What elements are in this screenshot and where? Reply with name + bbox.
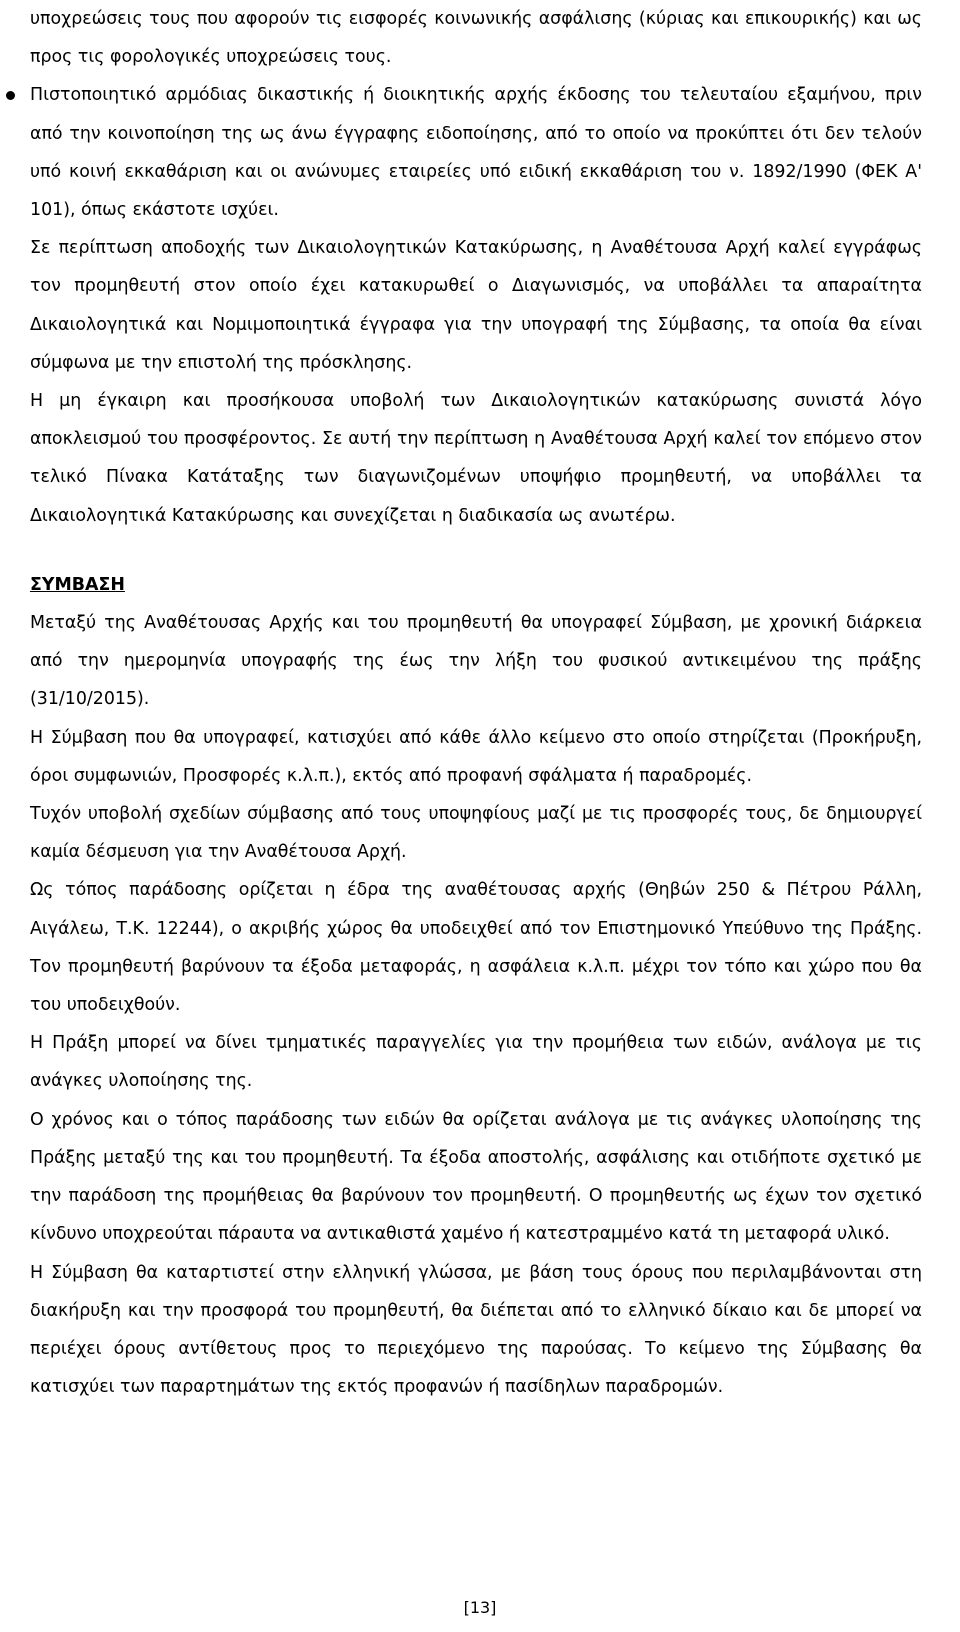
body-paragraph: Σε περίπτωση αποδοχής των Δικαιολογητικών Κατακύρωσης, η Αναθέτουσα Αρχή καλεί εγγράφως τον προμηθευτή στον οποίο έχει κατακυρωθεί ο Διαγωνισμός, να υποβάλλει τα απαραίτητα Δικαιολογητικά και Νομιμοποιητικά έγγραφα για την υπογραφή της Σύμβασης, τα οποία θα είναι σύμφωνα με την επιστολή της πρόσκλησης.	[30, 238, 922, 373]
section-paragraph: Ως τόπος παράδοσης ορίζεται η έδρα της αναθέτουσας αρχής (Θηβών 250 & Πέτρου Ράλλη, Αιγάλεω, Τ.Κ. 12244), ο ακριβής χώρος θα υποδειχθεί από τον Επιστημονικό Υπεύθυνο της Πράξης. Τον προμηθευτή βαρύνουν τα έξοδα μεταφοράς, η ασφάλεια κ.λ.π. μέχρι τον τόπο και χώρο που θα του υποδειχθούν.	[30, 880, 922, 1016]
section-paragraph: Η Σύμβαση θα καταρτιστεί στην ελληνική γλώσσα, με βάση τους όρους που περιλαμβάνονται στη διακήρυξη και την προσφορά του προμηθευτή, θα διέπεται από το ελληνικό δίκαιο και δε μπορεί να περιέχει όρους αντίθετους προς το περιεχόμενο της παρούσας. Το κείμενο της Σύμβασης θα κατισχύει των παραρτημάτων της εκτός προφανών ή πασίδηλων παραδρομών.	[30, 1262, 922, 1398]
section-paragraph: Μεταξύ της Αναθέτουσας Αρχής και του προμηθευτή θα υπογραφεί Σύμβαση, με χρονική διάρκεια από την ημερομηνία υπογραφής της έως την λήξη του φυσικού αντικειμένου της πράξης (31/10/2015).	[30, 613, 922, 710]
document-page	[30, 0, 922, 1406]
section-paragraph: Τυχόν υποβολή σχεδίων σύμβασης από τους υποψηφίους μαζί με τις προσφορές τους, δε δημιουργεί καμία δέσμευση για την Αναθέτουσα Αρχή.	[30, 804, 922, 863]
section-heading: ΣΥΜΒΑΣΗ	[30, 574, 125, 595]
section-paragraph: Η Σύμβαση που θα υπογραφεί, κατισχύει από κάθε άλλο κείμενο στο οποίο στηρίζεται (Προκήρυξη, όροι συμφωνιών, Προσφορές κ.λ.π.), εκτός από προφανή σφάλματα ή παραδρομές.	[30, 727, 922, 786]
body-paragraph: Η μη έγκαιρη και προσήκουσα υποβολή των Δικαιολογητικών κατακύρωσης συνιστά λόγο αποκλεισμού του προσφέροντος. Σε αυτή την περίπτωση η Αναθέτουσα Αρχή καλεί τον επόμενο στον τελικό Πίνακα Κατάταξης των διαγωνιζομένων υποψήφιο προμηθευτή, να υποβάλλει τα Δικαιολογητικά Κατακύρωσης και συνεχίζεται η διαδικασία ως ανωτέρω.	[30, 391, 922, 526]
bullet-icon	[6, 91, 15, 100]
section-paragraph: Ο χρόνος και ο τόπος παράδοσης των ειδών θα ορίζεται ανάλογα με τις ανάγκες υλοποίησης της Πράξης μεταξύ της και του προμηθευτή. Τα έξοδα αποστολής, ασφάλισης και οτιδήποτε σχετικό με την παράδοση της προμήθειας θα βαρύνουν τον προμηθευτή. Ο προμηθευτής ως έχων τον σχετικό κίνδυνο υποχρεούται πάραυτα να αντικαθιστά χαμένο ή κατεστραμμένο κατά τη μεταφορά υλικό.	[30, 1109, 922, 1245]
section-paragraph: Η Πράξη μπορεί να δίνει τμηματικές παραγγελίες για την προμήθεια των ειδών, ανάλογα με τις ανάγκες υλοποίησης της.	[30, 1033, 922, 1092]
bullet-list-item	[30, 76, 922, 229]
page-number: [13]	[463, 1598, 497, 1617]
continuation-paragraph: υποχρεώσεις τους που αφορούν τις εισφορές κοινωνικής ασφάλισης (κύριας και επικουρικής) και ως προς τις φορολογικές υποχρεώσεις τους.	[30, 9, 922, 68]
bullet-item-text: Πιστοποιητικό αρμόδιας δικαστικής ή διοικητικής αρχής έκδοσης του τελευταίου εξαμήνου, πριν από την κοινοποίηση της ως άνω έγγραφης ειδοποίησης, από το οποίο να προκύπτει ότι δεν τελούν υπό κοινή εκκαθάριση και οι ανώνυμες εταιρείες υπό ειδική εκκαθάριση του ν. 1892/1990 (ΦΕΚ Α' 101), όπως εκάστοτε ισχύει.	[30, 85, 922, 221]
